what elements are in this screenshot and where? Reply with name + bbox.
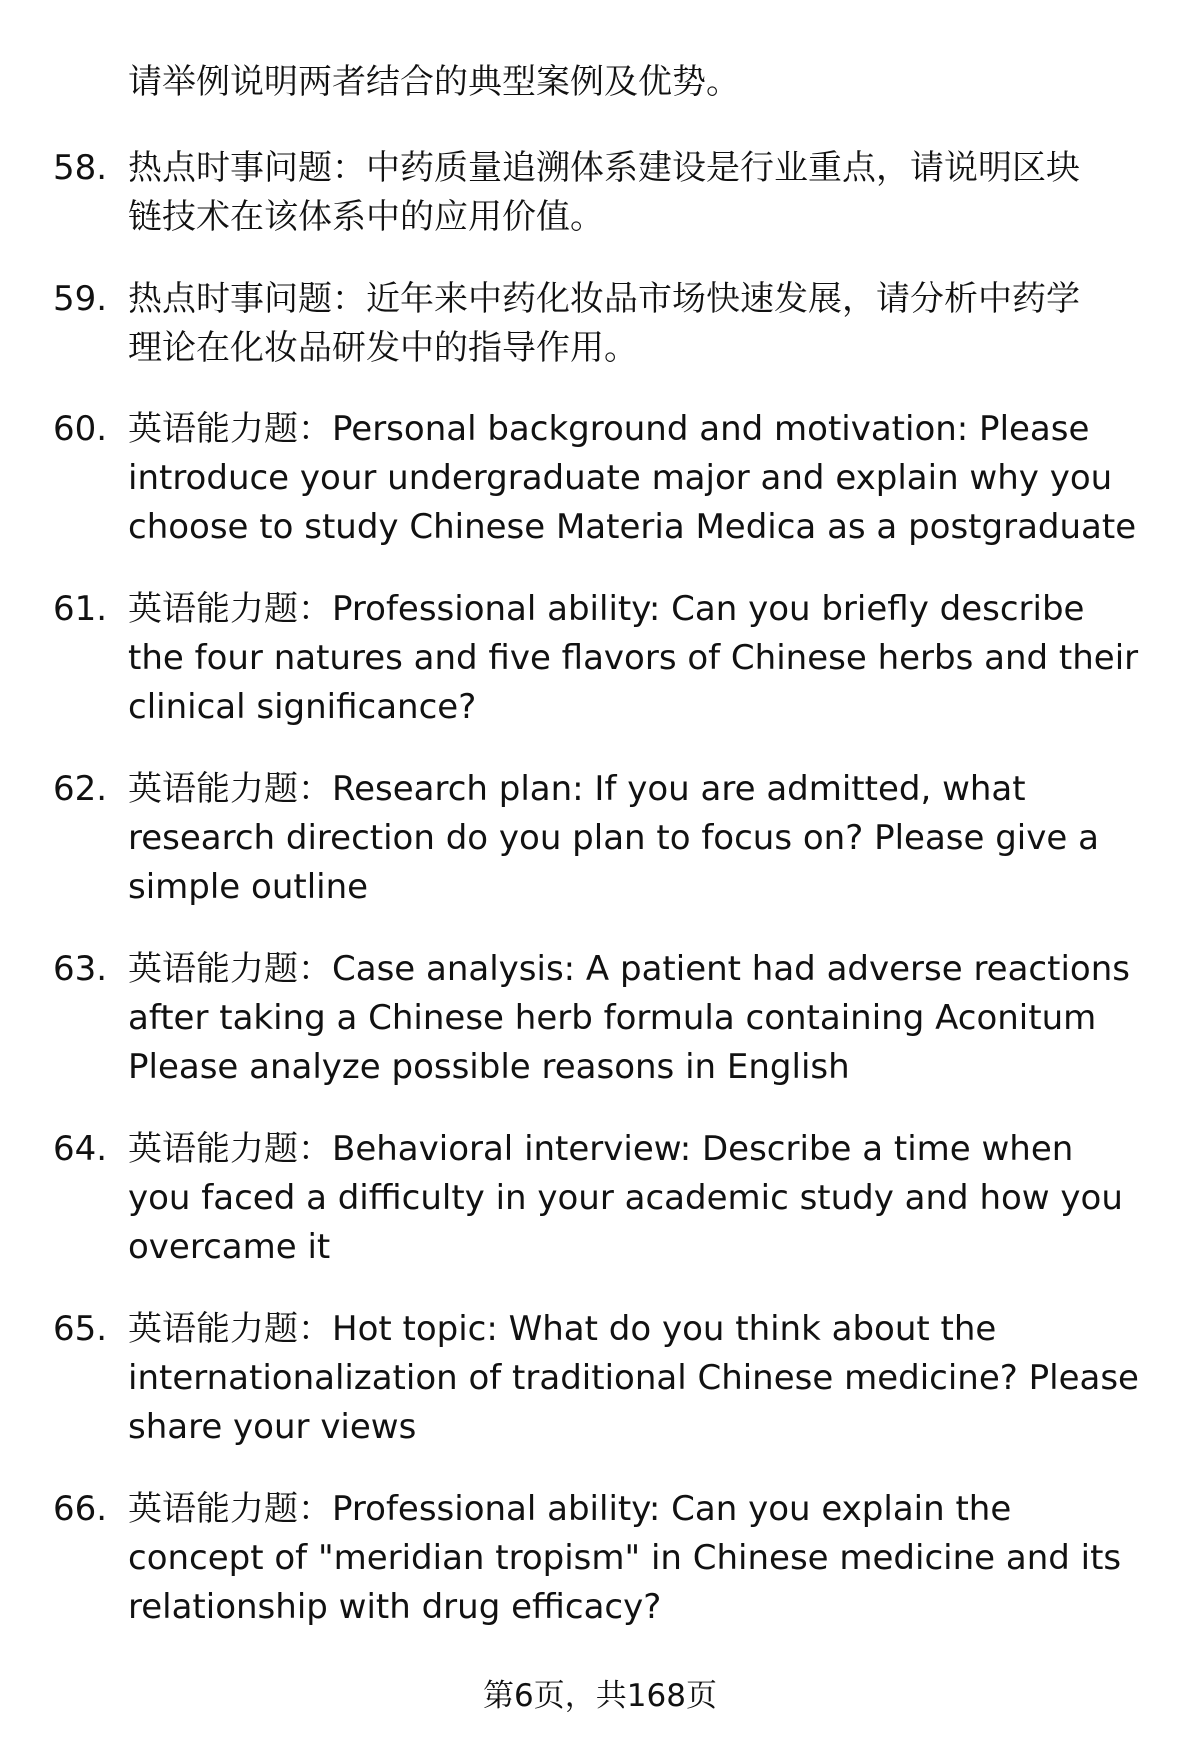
- question-text: 英语能力题：Hot topic: What do you think about the internationalization of traditional Chinese medicine? Please share your views: [128, 1309, 1139, 1447]
- question-text: 英语能力题：Personal background and motivation: Please introduce your undergraduate major and explain why you choose to study Chinese Materia Medica as a postgraduate: [128, 409, 1137, 547]
- question-number: 64.: [53, 1129, 108, 1169]
- question-number: 61.: [53, 589, 108, 629]
- question-number: 65.: [53, 1309, 108, 1349]
- question-text: 英语能力题：Case analysis: A patient had adverse reactions after taking a Chinese herb formula containing Aconitum Please analyze possible reasons in English: [128, 949, 1130, 1087]
- question-number: 66.: [53, 1489, 108, 1529]
- page-number-footer: 第6页，共168页: [483, 1678, 717, 1714]
- question-text: 热点时事问题：中药质量追溯体系建设是行业重点，请说明区块 链技术在该体系中的应用价值。: [128, 148, 1080, 237]
- question-text: 英语能力题：Research plan: If you are admitted, what research direction do you plan to focus on? Please give a simple outline: [128, 769, 1099, 907]
- question-text: 热点时事问题：近年来中药化妆品市场快速发展，请分析中药学 理论在化妆品研发中的指导作用。: [128, 279, 1080, 368]
- question-text: 英语能力题：Professional ability: Can you briefly describe the four natures and five flavors of Chinese herbs and their clinical significance?: [128, 589, 1139, 727]
- question-number: 62.: [53, 769, 108, 809]
- question-number: 60.: [53, 409, 108, 449]
- question-number: 59.: [53, 279, 108, 319]
- question-text: 英语能力题：Behavioral interview: Describe a time when you faced a difficulty in your academic study and how you overcame it: [128, 1129, 1123, 1267]
- question-number: 63.: [53, 949, 108, 989]
- question-number: 58.: [53, 148, 108, 188]
- continued-text: 请举例说明两者结合的典型案例及优势。: [128, 62, 740, 102]
- question-text: 英语能力题：Professional ability: Can you explain the concept of "meridian tropism" in Chinese medicine and its relationship with drug efficacy?: [128, 1489, 1122, 1627]
